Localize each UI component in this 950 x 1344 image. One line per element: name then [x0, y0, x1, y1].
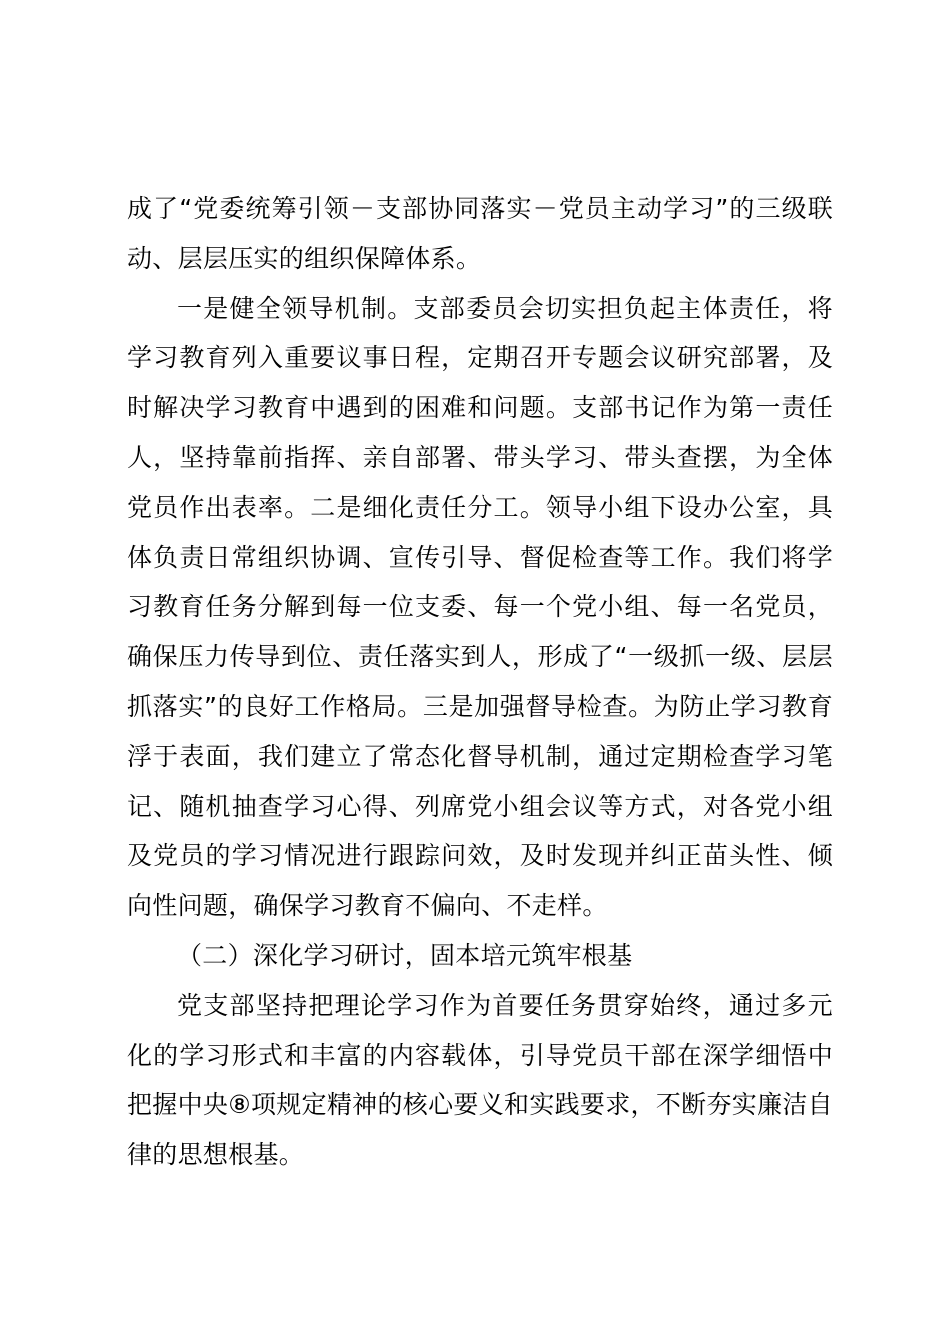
paragraph-study-discussion: 党支部坚持把理论学习作为首要任务贯穿始终，通过多元化的学习形式和丰富的内容载体，引导党员干部在深学细悟中把握中央⑧项规定精神的核心要义和实践要求，不断夯实廉洁自律的思想根基。 [127, 990, 833, 1170]
paragraph-leadership-mechanism: 一是健全领导机制。支部委员会切实担负起主体责任，将学习教育列入重要议事日程，定期召开专题会议研究部署，及时解决学习教育中遇到的困难和问题。支部书记作为第一责任人，坚持靠前指挥、亲自部署、带头学习、带头查摆，为全体党员作出表率。二是细化责任分工。领导小组下设办公室，具体负责日常组织协调、宣传引导、督促检查等工作。我们将学习教育任务分解到每一位支委、每一个党小组、每一名党员，确保压力传导到位、责任落实到人，形成了“一级抓一级、层层抓落实”的良好工作格局。三是加强督导检查。为防止学习教育浮于表面，我们建立了常态化督导机制，通过定期检查学习笔记、随机抽查学习心得、列席党小组会议等方式，对各党小组及党员的学习情况进行跟踪问效，及时发现并纠正苗头性、倾向性问题，确保学习教育不偏向、不走样。 [127, 293, 833, 921]
section-heading: （二）深化学习研讨，固本培元筑牢根基 [177, 940, 633, 970]
paragraph-continuation: 成了“党委统筹引领－支部协同落实－党员主动学习”的三级联动、层层压实的组织保障体系。 [127, 194, 833, 273]
document-body [127, 184, 833, 1180]
